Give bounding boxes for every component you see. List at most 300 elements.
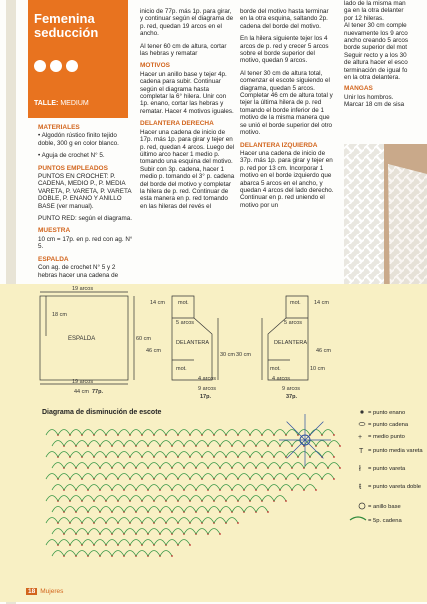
legend-cinco-cadena: = 5p. cadena: [368, 518, 402, 524]
chain-arc: [190, 430, 202, 436]
chain-arc: [82, 518, 94, 524]
slip-stitch-icon: [360, 410, 363, 413]
sleeves-text-1: Unir los hombros.: [344, 93, 394, 101]
chain-arc: [64, 485, 76, 491]
right-front-mot-bottom: mot.: [176, 366, 187, 372]
single-crochet-icon: +: [358, 434, 363, 441]
chain-arc: [118, 474, 130, 480]
chain-arc: [76, 551, 88, 557]
chain-arc: [226, 518, 238, 524]
chain-arc: [274, 474, 286, 480]
chain-arc: [286, 452, 298, 458]
chain-arc: [46, 474, 58, 480]
chain-arc: [130, 518, 142, 524]
chain-arc: [202, 496, 214, 502]
chain-arc: [316, 463, 328, 469]
chain-arc: [106, 452, 118, 458]
chain-arc: [76, 507, 88, 513]
chain-arc: [184, 463, 196, 469]
chain-arc: [190, 474, 202, 480]
col4-line-11: en la otra delantera.: [344, 74, 401, 82]
chain-arc: [226, 474, 238, 480]
single-crochet-mark: [285, 500, 287, 502]
chain-arc: [250, 474, 262, 480]
chain-arc: [118, 452, 130, 458]
chain-arc: [58, 474, 70, 480]
chain-arc: [196, 529, 208, 535]
left-front-schematic: [262, 296, 308, 380]
chain-arc: [232, 485, 244, 491]
back-18cm: 18 cm: [52, 312, 67, 318]
chain-arc: [154, 452, 166, 458]
chain-arc: [262, 430, 274, 436]
chain-arc: [52, 441, 64, 447]
back-77p: 77p.: [92, 389, 104, 395]
sample-heading: MUESTRA: [38, 227, 71, 235]
right-front-mot-top: mot.: [178, 300, 189, 306]
chain-arc: [88, 529, 100, 535]
chain-arc: [190, 518, 202, 524]
chain-arc: [64, 529, 76, 535]
chain-arc: [58, 540, 70, 546]
single-crochet-mark: [315, 489, 317, 491]
chain-arc: [106, 518, 118, 524]
chain-arc: [94, 452, 106, 458]
chain-arc: [274, 430, 286, 436]
right-front-text: Hacer una cadena de inicio de 17p. más 1p. para girar y tejer en p. red, quedan 4 arcos. Luego del último arco hacer 1 medio p. tomando una esquina del motivo. Subir con 3p. cadena, hacer 1 medio p. tomando el 3° p. cadena del borde del motivo y completar la hilera de p. red. Continuar de esta manera en p. red tomando en las hileras del revés el: [140, 128, 235, 210]
chain-arc: [58, 452, 70, 458]
right-front-14cm: 14 cm: [150, 300, 165, 306]
back-top-arcs: 19 arcos: [72, 286, 94, 292]
chain-arc: [142, 452, 154, 458]
chain-arc: [82, 430, 94, 436]
chain-arc: [148, 485, 160, 491]
chain-arc: [160, 551, 172, 557]
legend-medio: = medio punto: [368, 434, 405, 440]
chain-arc: [160, 463, 172, 469]
chain-arc: [166, 540, 178, 546]
chain-arc: [166, 518, 178, 524]
chain-arc: [256, 441, 268, 447]
chain-arc: [82, 496, 94, 502]
chain-arc: [172, 485, 184, 491]
legend-media-vareta: = punto media vareta: [368, 448, 423, 454]
chain-arc: [202, 452, 214, 458]
col4-line-7: borde superior del mot: [344, 44, 408, 52]
chain-arc: [88, 551, 100, 557]
chain-arc: [118, 518, 130, 524]
chain-arc: [184, 507, 196, 513]
chain-arc: [154, 430, 166, 436]
chain-arc: [130, 430, 142, 436]
chain-arc: [124, 529, 136, 535]
chain-arc: [196, 463, 208, 469]
chain-arc: [274, 496, 286, 502]
chain-arc: [178, 518, 190, 524]
col2-text-2: Al tener 60 cm de altura, cortar las hebras y rematar: [140, 42, 227, 58]
chain-arc: [160, 529, 172, 535]
chain-arc: [322, 474, 334, 480]
chain-arc: [280, 441, 292, 447]
chain-arc: [202, 518, 214, 524]
col2-text-1: inicio de 77p. más 1p. para girar, y continuar según el diagrama de p. red, quedan 19 arcos en el ancho.: [140, 8, 234, 38]
chain-arc: [178, 452, 190, 458]
chain-arc: [226, 430, 238, 436]
chain-arc: [232, 441, 244, 447]
chain-arc: [238, 474, 250, 480]
chain-arc: [196, 485, 208, 491]
chain-arc: [178, 540, 190, 546]
chain-arc: [214, 430, 226, 436]
chain-arc: [298, 430, 310, 436]
left-front-4arcs: 4 arcos: [272, 376, 291, 382]
chain-arc: [202, 430, 214, 436]
chain-arc: [58, 518, 70, 524]
chain-arc: [82, 452, 94, 458]
chain-arc: [118, 496, 130, 502]
chain-arc: [70, 496, 82, 502]
chain-arc: [214, 496, 226, 502]
chain-arc: [256, 463, 268, 469]
chain-arc: [196, 507, 208, 513]
chain-arc: [310, 452, 322, 458]
chain-arc: [100, 529, 112, 535]
chain-arc: [136, 529, 148, 535]
chain-arc: [214, 518, 226, 524]
chain-arc: [262, 452, 274, 458]
col3-text-2: En la hilera siguiente tejer los 4 arcos de p. red y crecer 5 arcos sobre el borde superior del motivo, quedan 9 arcos.: [240, 35, 329, 65]
chain-arc: [262, 496, 274, 502]
chain-arc: [46, 496, 58, 502]
left-front-mot-top: mot.: [290, 300, 301, 306]
single-crochet-mark: [333, 434, 335, 436]
left-front-label: DELANTERA: [274, 340, 308, 346]
chain-arc: [208, 529, 220, 535]
chain-arc: [220, 463, 232, 469]
chain-arc: [88, 507, 100, 513]
right-front-17p: 17p.: [200, 394, 212, 400]
back-60cm: 60 cm: [136, 336, 151, 342]
left-front-9arcs: 9 arcos: [282, 386, 301, 392]
chain-arc: [136, 441, 148, 447]
chain-arc: [52, 551, 64, 557]
chain-arc: [238, 430, 250, 436]
chain-arc: [232, 463, 244, 469]
chain-arc: [142, 474, 154, 480]
chain-arc: [106, 430, 118, 436]
col3-text-1: borde del motivo hasta terminar en la otra esquina, saltando 2p. cadena del borde del motivo.: [240, 8, 329, 30]
col4-line-3: por 12 hileras.: [344, 14, 384, 22]
chain-arc: [136, 463, 148, 469]
chain-arc: [148, 463, 160, 469]
chain-arc: [238, 452, 250, 458]
chain-arc: [292, 485, 304, 491]
single-crochet-mark: [171, 555, 173, 557]
single-crochet-mark: [267, 511, 269, 513]
right-front-4arcs: 4 arcos: [198, 376, 217, 382]
chain-arc: [220, 441, 232, 447]
chain-arc: [94, 430, 106, 436]
materials-heading: MATERIALES: [38, 124, 80, 131]
chain-arc: [154, 474, 166, 480]
chain-arc: [118, 430, 130, 436]
chain-arc: [88, 441, 100, 447]
chain-arc: [184, 529, 196, 535]
motif-spoke: [305, 422, 323, 440]
chain-arc: [316, 441, 328, 447]
legend-cadena: = punto cadena: [368, 422, 409, 428]
chain-arc: [94, 518, 106, 524]
chain-arc: [112, 529, 124, 535]
chain-arc: [94, 496, 106, 502]
chain-arc: [112, 507, 124, 513]
chain-arc: [178, 496, 190, 502]
title-line-2: seducción: [34, 25, 99, 40]
chain-arc: [184, 485, 196, 491]
chain-arc: [226, 496, 238, 502]
chain-arc: [70, 474, 82, 480]
left-front-text: Hacer una cadena de inicio de 37p. más 1p. para girar y tejer en p. red por 13 cm. Incorporar 1 motivo en el borde izquierdo que abarca 5 arcos en el ancho, y quedan 4 arcos del lado derecho. Continuar en p. red uniendo el motivo por un: [240, 149, 334, 209]
chain-arc: [52, 463, 64, 469]
chain-arc: [166, 474, 178, 480]
left-front-10cm: 10 cm: [310, 366, 325, 372]
back-text: Con ag. de crochet N° 5 y 2 hebras hacer una cadena de: [38, 264, 119, 279]
chain-arc: [154, 540, 166, 546]
chain-arc: [112, 463, 124, 469]
chain-arc: [160, 485, 172, 491]
single-crochet-mark: [333, 478, 335, 480]
chain-arc: [100, 507, 112, 513]
chain-arc: [154, 518, 166, 524]
chain-arc: [250, 496, 262, 502]
motifs-text: Hacer un anillo base y tejer 4p. cadena para subir. Continuar según el diagrama hasta completar la 6° hilera. Unir con 1p. enano, cortar las hebras y rematar. Hacer 4 motivos iguales.: [140, 70, 234, 115]
chain-arc: [292, 463, 304, 469]
chain-arc: [322, 452, 334, 458]
single-crochet-mark: [339, 445, 341, 447]
legend-anillo: = anillo base: [368, 504, 401, 510]
chain-arc: [328, 441, 340, 447]
legend-enano: = punto enano: [368, 410, 406, 416]
chain-arc: [232, 507, 244, 513]
chain-arc: [256, 485, 268, 491]
chain-arc: [76, 529, 88, 535]
chain-arc: [124, 485, 136, 491]
col4-line-6: ancho creando 5 arcos: [344, 37, 409, 45]
chain-arc: [244, 463, 256, 469]
chain-arc: [130, 496, 142, 502]
col4-line-1: lado de la misma man: [344, 0, 406, 7]
diagram-title: Diagrama de disminución de escote: [42, 409, 162, 416]
chain-arc: [142, 430, 154, 436]
right-front-heading: DELANTERA DERECHA: [140, 120, 214, 128]
chain-arc: [106, 496, 118, 502]
chain-arc: [178, 474, 190, 480]
chain-arc: [142, 518, 154, 524]
chain-arc: [256, 507, 268, 513]
chain-arc: [148, 529, 160, 535]
chain-arc: [64, 463, 76, 469]
chain-arc: [82, 474, 94, 480]
chain-arc: [166, 496, 178, 502]
col4-line-8: Seguir recto y a los 30: [344, 51, 407, 59]
single-crochet-mark: [219, 533, 221, 535]
page-number: 18: [28, 588, 36, 595]
chain-arc: [208, 441, 220, 447]
chain-arc: [70, 540, 82, 546]
chain-arc: [148, 551, 160, 557]
right-front-9arcs: 9 arcos: [198, 386, 217, 392]
page-footer: [26, 588, 63, 595]
chain-arc: [58, 430, 70, 436]
chain-arc: [298, 452, 310, 458]
chain-arc: [124, 551, 136, 557]
left-front-mot-bottom: mot.: [270, 366, 281, 372]
col3-text-3: Al tener 30 cm de altura total, comenzar el escote siguiendo el diagrama, quedan 5 arcos. Completar 46 cm de altura total y tejer la última hilera de p. red tomando el borde inferior de 1 motivo de la misma manera que se unió el borde superior del otro motivo.: [240, 69, 333, 137]
chain-arc: [112, 485, 124, 491]
back-44cm: 44 cm: [74, 389, 89, 395]
col4-line-2: ga en la otra delanter: [344, 7, 404, 15]
chain-arc: [286, 430, 298, 436]
left-front-46cm: 46 cm: [316, 348, 331, 354]
chain-arc: [304, 463, 316, 469]
five-chain-icon: [350, 517, 366, 520]
chain-arc: [250, 430, 262, 436]
left-front-heading: DELANTERA IZQUIERDA: [240, 141, 318, 149]
chain-arc: [148, 441, 160, 447]
chain-arc: [136, 551, 148, 557]
chain-arc: [310, 430, 322, 436]
chain-arc: [70, 452, 82, 458]
chain-arc: [46, 430, 58, 436]
size-label: TALLE: MEDIUM: [34, 100, 89, 107]
chain-arc: [310, 474, 322, 480]
col4-line-9: de altura hacer el esco: [344, 59, 408, 67]
chain-arc: [178, 430, 190, 436]
chain-arc: [124, 507, 136, 513]
chain-arc: [52, 507, 64, 513]
points-red: PUNTO RED: según el diagrama.: [38, 215, 133, 223]
chain-arc: [118, 540, 130, 546]
chain-arc: [82, 540, 94, 546]
chain-arc: [52, 485, 64, 491]
chain-arc: [64, 551, 76, 557]
legend-vareta: = punto vareta: [368, 466, 406, 472]
chain-arc: [208, 485, 220, 491]
chain-arc: [244, 507, 256, 513]
chain-arc: [142, 540, 154, 546]
neckline-stitch-diagram: [46, 414, 341, 557]
chain-arc: [286, 474, 298, 480]
chain-arc: [64, 507, 76, 513]
chain-arc: [100, 485, 112, 491]
left-front-5arcs: 5 arcos: [284, 320, 303, 326]
chain-arc: [226, 452, 238, 458]
motifs-heading: MOTIVOS: [140, 62, 170, 70]
chain-arc: [70, 518, 82, 524]
points-text: PUNTOS EN CROCHET: P. CADENA, MEDIO P., P. MEDIA VARETA, P. VARETA, P. VARETA DOBLE, P. ENANO Y ANILLO BASE (ver manual).: [38, 173, 132, 210]
chain-arc: [166, 452, 178, 458]
sample-text: 10 cm = 17p. en p. red con ag. N° 5.: [38, 235, 133, 251]
left-front-37p: 37p.: [286, 394, 298, 400]
chain-arc: [106, 540, 118, 546]
chain-arc: [322, 430, 334, 436]
chain-arc: [250, 452, 262, 458]
points-heading: PUNTOS EMPLEADOS: [38, 164, 108, 172]
chain-arc: [130, 540, 142, 546]
left-front-14cm: 14 cm: [314, 300, 329, 306]
chain-arc: [298, 474, 310, 480]
chain-arc: [136, 507, 148, 513]
chain-arc: [112, 551, 124, 557]
right-front-5arcs: 5 arcos: [176, 320, 195, 326]
chain-arc: [190, 452, 202, 458]
single-crochet-mark: [339, 467, 341, 469]
chain-arc: [154, 496, 166, 502]
chain-arc: [130, 474, 142, 480]
chain-arc: [76, 463, 88, 469]
chain-arc: [214, 474, 226, 480]
single-crochet-mark: [189, 544, 191, 546]
chain-arc: [46, 540, 58, 546]
chain-arc: [184, 441, 196, 447]
chain-arc: [76, 441, 88, 447]
chain-arc: [280, 485, 292, 491]
chain-arc: [208, 507, 220, 513]
section-name: Mujeres: [40, 588, 64, 595]
chain-arc: [46, 518, 58, 524]
chain-arc: [274, 452, 286, 458]
chain-arc: [142, 496, 154, 502]
chain-arc: [64, 441, 76, 447]
chain-arc: [100, 463, 112, 469]
right-front-label: DELANTERA: [176, 340, 210, 346]
chain-arc: [148, 507, 160, 513]
chain-arc: [136, 485, 148, 491]
chain-arc: [214, 452, 226, 458]
chain-arc: [100, 441, 112, 447]
chain-arc: [94, 474, 106, 480]
title-line-1: Femenina: [34, 11, 95, 26]
chain-arc: [52, 529, 64, 535]
materials-text-1: • Algodón rústico finito tejido doble, 300 g en color blanco.: [38, 132, 119, 147]
chain-arc: [58, 496, 70, 502]
chain-arc: [160, 507, 172, 513]
right-front-46cm: 46 cm: [146, 348, 161, 354]
left-front-30cm: 30 cm: [236, 352, 251, 358]
chain-arc: [106, 474, 118, 480]
col4-line-4: Al tener 30 cm comple: [344, 22, 407, 30]
chain-arc: [166, 430, 178, 436]
chain-arc: [268, 485, 280, 491]
back-heading: ESPALDA: [38, 255, 69, 263]
back-label: ESPALDA: [68, 336, 96, 342]
col4-line-10: terminación de igual fo: [344, 66, 408, 74]
chain-arc: [244, 485, 256, 491]
materials-text-2: • Aguja de crochet N° 5.: [38, 152, 105, 160]
chain-arc: [262, 474, 274, 480]
double-crochet-icon: ł: [359, 464, 361, 473]
col4-line-5: nuevamente los 9 arco: [344, 29, 408, 37]
chain-arc: [208, 463, 220, 469]
chain-arc: [46, 452, 58, 458]
chain-arc: [100, 551, 112, 557]
legend-vareta-doble: = punto vareta doble: [368, 484, 422, 490]
back-bottom-arcs: 19 arcos: [72, 379, 94, 385]
single-crochet-mark: [333, 456, 335, 458]
chain-arc: [88, 463, 100, 469]
chain-arc: [268, 463, 280, 469]
chain-arc: [304, 485, 316, 491]
